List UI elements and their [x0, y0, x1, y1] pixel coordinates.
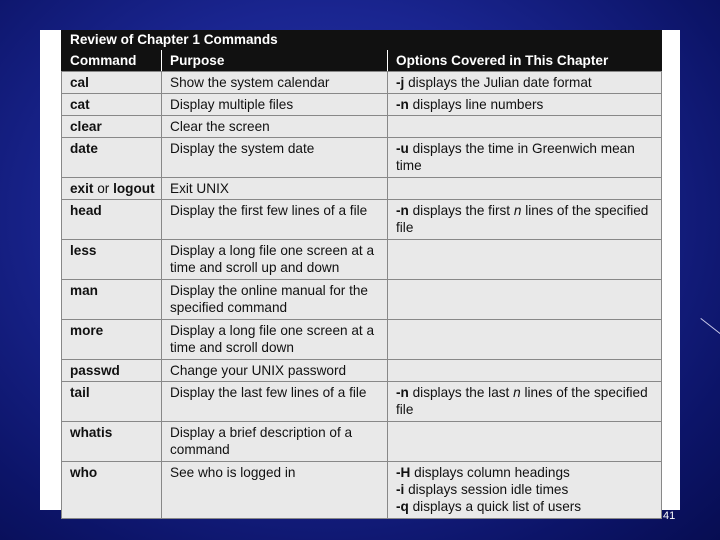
purpose-cell: See who is logged in: [162, 462, 388, 519]
command-cell: less: [62, 240, 162, 280]
header-purpose: Purpose: [162, 50, 388, 72]
table-title-row: [62, 31, 662, 50]
command-cell: head: [62, 200, 162, 240]
table-header-row: [62, 50, 662, 72]
option-italic: n: [513, 203, 522, 218]
command-cell: who: [62, 462, 162, 519]
options-cell: [388, 462, 662, 519]
purpose-cell: Display a long file one screen at a time and scroll down: [162, 320, 388, 360]
option-line: [396, 74, 661, 91]
command-joiner: or: [93, 181, 114, 196]
table-row: [62, 200, 662, 240]
option-flag: -i: [396, 482, 405, 497]
purpose-cell: Display a long file one screen at a time and scroll up and down: [162, 240, 388, 280]
option-flag: -H: [396, 465, 411, 480]
options-cell: [388, 320, 662, 360]
command-cell: whatis: [62, 422, 162, 462]
option-line: [396, 140, 661, 174]
purpose-cell: Display the online manual for the specified command: [162, 280, 388, 320]
option-line: [396, 202, 661, 236]
header-options: Options Covered in This Chapter: [388, 50, 662, 72]
option-text: displays column headings: [410, 465, 570, 480]
table-row: [62, 138, 662, 178]
option-flag: -q: [396, 499, 409, 514]
options-cell: [388, 138, 662, 178]
options-cell: [388, 116, 662, 138]
commands-table: [61, 30, 662, 519]
table-row: [62, 72, 662, 94]
option-line: [396, 498, 661, 515]
option-text: displays the last: [408, 385, 514, 400]
table-row: [62, 178, 662, 200]
options-cell: [388, 94, 662, 116]
purpose-cell: Display multiple files: [162, 94, 388, 116]
options-cell: [388, 360, 662, 382]
option-flag: -n: [396, 203, 409, 218]
purpose-cell: Display the last few lines of a file: [162, 382, 388, 422]
command-cell: [62, 178, 162, 200]
options-cell: [388, 382, 662, 422]
header-command: Command: [62, 50, 162, 72]
table-row: [62, 320, 662, 360]
option-text-post: lines of the specified file: [396, 385, 648, 417]
table-row: [62, 94, 662, 116]
option-italic: n: [513, 385, 521, 400]
option-flag: -n: [396, 97, 409, 112]
options-cell: [388, 72, 662, 94]
command-name: exit: [70, 181, 94, 196]
slide-panel: [40, 30, 680, 514]
table-row: [62, 462, 662, 519]
purpose-cell: Display a brief description of a command: [162, 422, 388, 462]
purpose-cell: Display the system date: [162, 138, 388, 178]
option-line: [396, 464, 661, 481]
command-cell: passwd: [62, 360, 162, 382]
option-text: displays the time in Greenwich mean time: [396, 141, 635, 173]
option-text: displays the Julian date format: [404, 75, 592, 90]
command-cell: more: [62, 320, 162, 360]
option-text: displays the first: [408, 203, 514, 218]
command-cell: clear: [62, 116, 162, 138]
option-flag: -n: [396, 385, 409, 400]
table-title: Review of Chapter 1 Commands: [62, 31, 662, 50]
option-line: [396, 96, 661, 113]
options-cell: [388, 422, 662, 462]
purpose-cell: Clear the screen: [162, 116, 388, 138]
option-text: displays line numbers: [408, 97, 544, 112]
table-row: [62, 240, 662, 280]
command-cell: tail: [62, 382, 162, 422]
table-row: [62, 116, 662, 138]
options-cell: [388, 280, 662, 320]
decorative-line: [700, 318, 720, 337]
option-flag: -u: [396, 141, 409, 156]
option-text: displays a quick list of users: [408, 499, 582, 514]
command-cell: date: [62, 138, 162, 178]
purpose-cell: Show the system calendar: [162, 72, 388, 94]
command-cell: cal: [62, 72, 162, 94]
option-line: [396, 481, 661, 498]
command-cell: cat: [62, 94, 162, 116]
option-flag: -j: [396, 75, 405, 90]
options-cell: [388, 200, 662, 240]
table-row: [62, 360, 662, 382]
purpose-cell: Exit UNIX: [162, 178, 388, 200]
option-text: displays session idle times: [404, 482, 569, 497]
option-line: [396, 384, 661, 418]
purpose-cell: Display the first few lines of a file: [162, 200, 388, 240]
option-text-post: lines of the specified file: [396, 203, 649, 235]
table-row: [62, 280, 662, 320]
command-name-alt: logout: [113, 181, 155, 196]
page-number: 41: [663, 510, 676, 522]
table-row: [62, 422, 662, 462]
table-row: [62, 382, 662, 422]
command-cell: man: [62, 280, 162, 320]
options-cell: [388, 240, 662, 280]
options-cell: [388, 178, 662, 200]
purpose-cell: Change your UNIX password: [162, 360, 388, 382]
